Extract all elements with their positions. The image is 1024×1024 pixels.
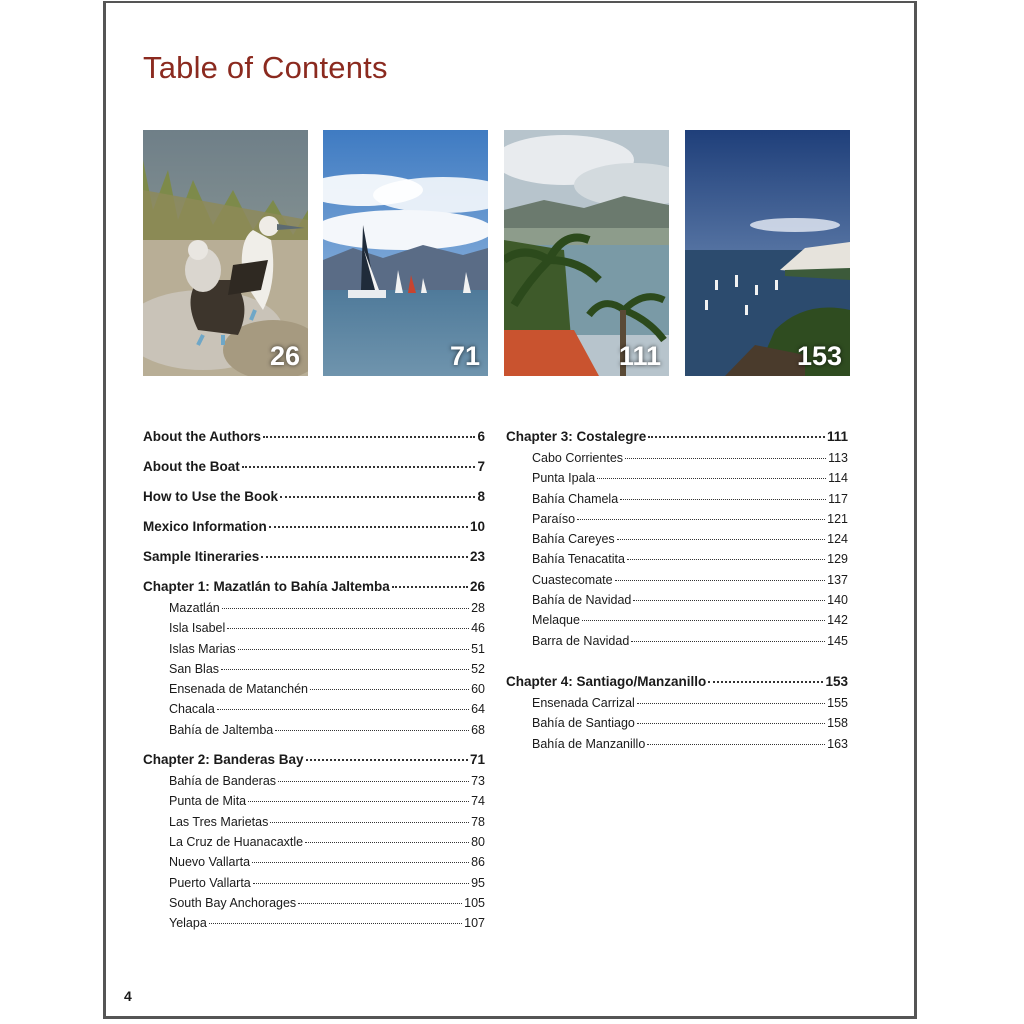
toc-chapter-4[interactable]: Chapter 4: Santiago/Manzanillo 153 (506, 673, 848, 689)
dot-leader (253, 883, 469, 884)
dot-leader (221, 669, 469, 670)
dot-leader (270, 822, 469, 823)
dot-leader (217, 709, 469, 710)
toc-chapter-3[interactable]: Chapter 3: Costalegre 111 (506, 429, 848, 444)
dot-leader (252, 862, 469, 863)
toc-subentry[interactable]: Cuastecomate 137 (532, 572, 848, 587)
toc-subentry[interactable]: Punta Ipala 114 (532, 471, 848, 486)
toc-entry[interactable]: About the Authors 6 (143, 429, 485, 444)
dot-leader (582, 620, 825, 621)
photo-page-number: 111 (618, 341, 661, 371)
dot-leader (620, 499, 826, 500)
photo-sailboats (323, 130, 488, 376)
toc-entry[interactable]: About the Boat 7 (143, 459, 485, 474)
dot-leader (615, 580, 826, 581)
photo-page-number: 71 (449, 341, 480, 371)
photo-harbor (685, 130, 850, 376)
toc-subentry[interactable]: Melaque 142 (532, 613, 848, 628)
dot-leader (392, 586, 468, 588)
dot-leader (238, 649, 469, 650)
toc-entry[interactable]: How to Use the Book 8 (143, 489, 485, 504)
photo-palms (504, 130, 669, 376)
dot-leader (633, 600, 825, 601)
palms-image (504, 130, 669, 376)
harbor-image (685, 130, 850, 376)
toc-subentry[interactable]: Las Tres Marietas 78 (169, 814, 485, 829)
dot-leader (577, 519, 825, 520)
toc-subentry[interactable]: Ensenada Carrizal 155 (532, 695, 848, 710)
boobies-image (143, 130, 308, 376)
dot-leader (648, 436, 825, 438)
toc-subentry[interactable]: Bahía de Santiago 158 (532, 716, 848, 731)
toc-subentry[interactable]: Nuevo Vallarta 86 (169, 855, 485, 870)
toc-subentry[interactable]: Paraíso 121 (532, 511, 848, 526)
dot-leader (637, 703, 825, 704)
dot-leader (227, 628, 469, 629)
photo-boobies (143, 130, 308, 376)
dot-leader (617, 539, 825, 540)
toc-left-column (143, 430, 485, 937)
toc-subentry[interactable]: La Cruz de Huanacaxtle 80 (169, 834, 485, 849)
dot-leader (261, 556, 468, 558)
dot-leader (263, 436, 476, 438)
toc-subentry[interactable]: Cabo Corrientes 113 (532, 451, 848, 465)
page-title: Table of Contents (143, 50, 388, 85)
dot-leader (222, 608, 469, 609)
toc-subentry[interactable]: Bahía de Banderas 73 (169, 774, 485, 789)
toc-chapter-2[interactable]: Chapter 2: Banderas Bay 71 (143, 752, 485, 768)
toc-chapter-1[interactable]: Chapter 1: Mazatlán to Bahía Jaltemba 26 (143, 579, 485, 594)
dot-leader (269, 526, 468, 528)
toc-subentry[interactable]: Bahía Tenacatita 129 (532, 552, 848, 567)
dot-leader (708, 681, 823, 683)
toc-subentry[interactable]: Islas Marias 51 (169, 641, 485, 656)
dot-leader (242, 466, 476, 468)
dot-leader (298, 903, 462, 904)
page-number: 4 (124, 988, 132, 1004)
photo-page-number: 153 (796, 341, 842, 371)
toc-subentry[interactable]: Yelapa 107 (169, 916, 485, 931)
dot-leader (647, 744, 825, 745)
toc-subentry[interactable]: Chacala 64 (169, 702, 485, 717)
toc-subentry[interactable]: Bahía de Navidad 140 (532, 593, 848, 608)
dot-leader (627, 559, 825, 560)
dot-leader (209, 923, 462, 924)
toc-entry[interactable]: Sample Itineraries 23 (143, 549, 485, 564)
toc-subentry[interactable]: Ensenada de Matanchén 60 (169, 682, 485, 697)
dot-leader (278, 781, 469, 782)
dot-leader (631, 641, 825, 642)
photo-page-number: 26 (269, 341, 300, 371)
dot-leader (280, 496, 475, 498)
dot-leader (275, 730, 469, 731)
dot-leader (306, 759, 468, 761)
dot-leader (597, 478, 826, 479)
toc-subentry[interactable]: Mazatlán 28 (169, 601, 485, 615)
toc-subentry[interactable]: Bahía Chamela 117 (532, 491, 848, 506)
toc-subentry[interactable]: Puerto Vallarta 95 (169, 875, 485, 890)
toc-entry[interactable]: Mexico Information 10 (143, 519, 485, 534)
toc-subentry[interactable]: San Blas 52 (169, 661, 485, 676)
toc-subentry[interactable]: Bahía de Jaltemba 68 (169, 722, 485, 737)
toc-subentry[interactable]: Barra de Navidad 145 (532, 633, 848, 648)
dot-leader (625, 458, 826, 459)
toc-subentry[interactable]: Isla Isabel 46 (169, 621, 485, 636)
dot-leader (305, 842, 469, 843)
toc-right-column (506, 430, 848, 758)
toc-subentry[interactable]: Punta de Mita 74 (169, 794, 485, 809)
toc-subentry[interactable]: Bahía Careyes 124 (532, 532, 848, 547)
dot-leader (248, 801, 469, 802)
toc-subentry[interactable]: South Bay Anchorages 105 (169, 895, 485, 910)
dot-leader (637, 723, 825, 724)
sailboats-image (323, 130, 488, 376)
toc-subentry[interactable]: Bahía de Manzanillo 163 (532, 736, 848, 751)
dot-leader (310, 689, 469, 690)
